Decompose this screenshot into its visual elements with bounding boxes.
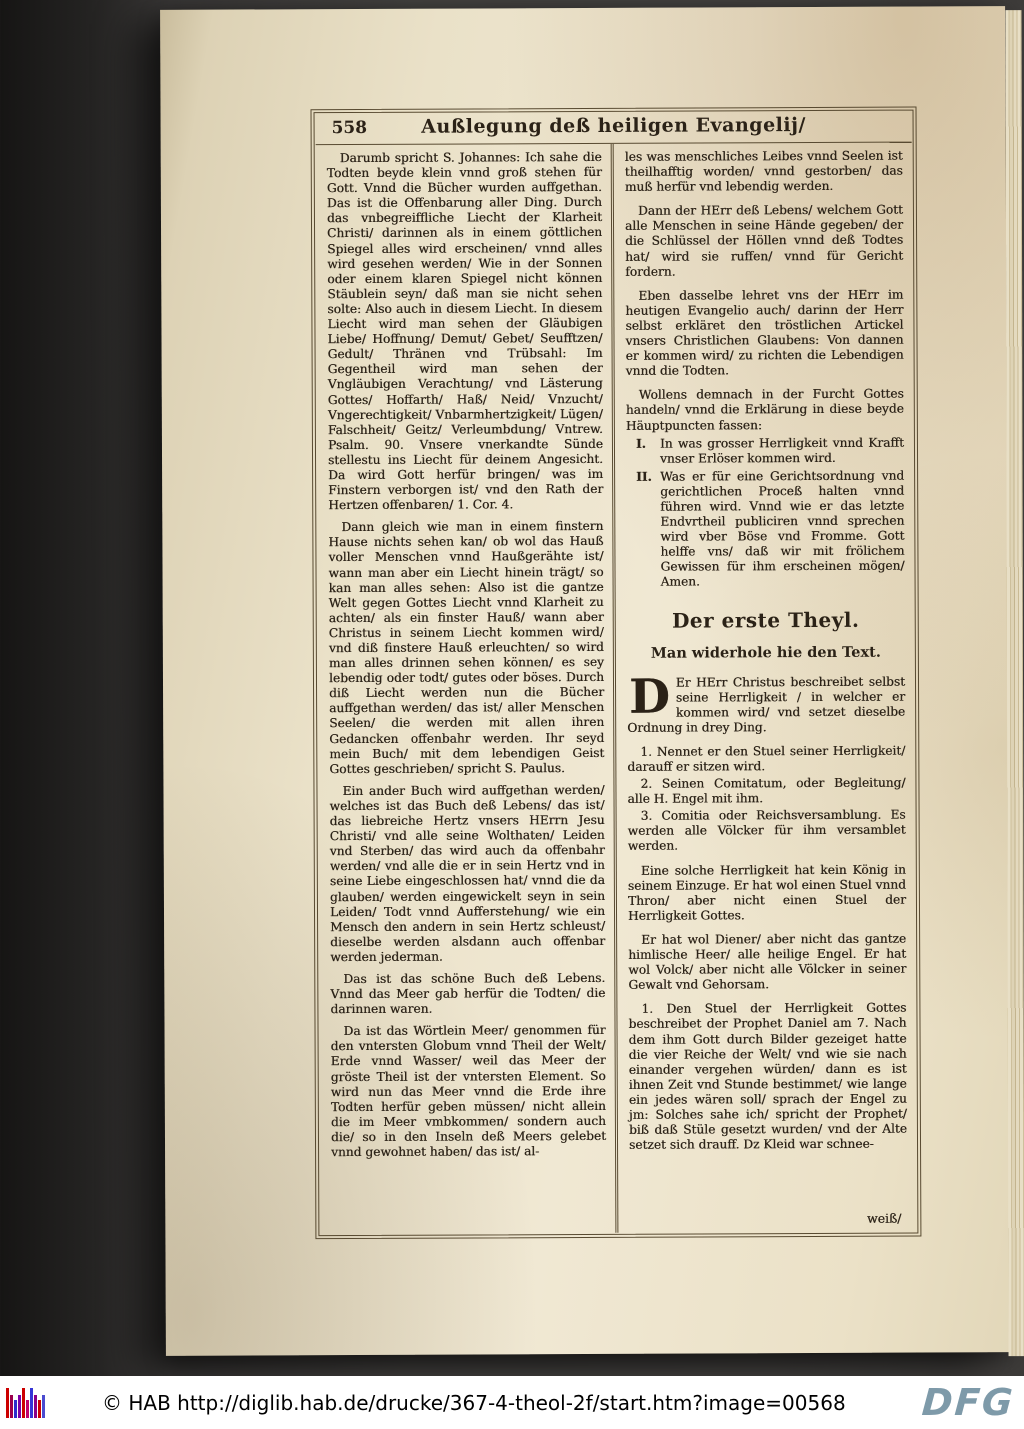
dropcap-paragraph: [627, 669, 906, 736]
column-left: [316, 144, 619, 1234]
paragraph: Ein ander Buch wird auffgethan werden/ welches ist das Buch deß Lebens/ das ist/ das liebreiche Hertz vnsers HErrn Jesu Christi/ vnd alle seine Wolthaten/ Leiden vnd Sterben/ das wird auch da offenbahr werden/ vnd alle die er in sein Hertz vnd in seine Liebe eingeschlossen hat/ vnnd die da glauben/ werden eingewickelt seyn in sein Leiden/ Todt vnnd Aufferstehung/ wie ein Mensch den andern in sein Hertz schleust/ dieselbe werden alsdann auch offenbar werden jederman.: [329, 782, 606, 964]
list-item: [626, 435, 904, 466]
numbered-item: 1. Nennet er den Stuel seiner Herrligkeit/ darauff er sitzen wird.: [627, 743, 906, 774]
paragraph-text: Er HErr Christus beschreibet selbst seine Herrligkeit / in welcher er kommen wird/ vnd setzet dieselbe Ordnung in drey Ding.: [627, 674, 906, 735]
list-item-text: Was er für eine Gerichtsordnung vnd gerichtlichen Proceß halten vnnd führen wird. Vnnd wie er das letzte Endvrtheil publiciren vnnd sprechen wird vber Böse vnd Fromme. Gott helffe vns/ daß wir mit frölichem Gewissen für ihm erscheinen mögen/ Amen.: [660, 468, 905, 590]
subsection-heading: Man widerhole hie den Text.: [650, 643, 881, 662]
text-columns: [316, 143, 917, 1235]
copyright-url-text: © HAB http://diglib.hab.de/drucke/367-4-theol-2f/start.htm?image=00568: [102, 1390, 846, 1415]
list-item-label: II.: [636, 469, 652, 484]
hab-color-barcode-logo: [6, 1388, 50, 1418]
paragraph: Das ist das schöne Buch deß Lebens. Vnnd das Meer gab herfür die Todten/ die darinnen waren.: [330, 970, 606, 1017]
paragraph: Eben dasselbe lehret vns der HErr im heutigen Evangelio auch/ darinn der Herr selbst erkläret den tröstlichen Artickel vnsers Christlichen Glaubens: Von dannen er kommen wird/ zu richten die Lebendigen vnnd die Todten.: [625, 287, 904, 379]
caption-bar: [0, 1376, 1024, 1429]
drop-cap-initial: D: [628, 669, 670, 725]
paragraph: Wollens demnach in der Furcht Gottes handeln/ vnnd die Erklärung in diese beyde Häuptpuncten fassen:: [625, 386, 904, 433]
book-page: [160, 6, 1011, 1356]
catchword: weiß/: [866, 1210, 902, 1226]
running-header: Außlegung deß heiligen Evangelij/: [421, 114, 806, 138]
list-item: [626, 468, 905, 590]
section-heading: Der erste Theyl.: [671, 607, 860, 633]
page-number: 558: [331, 117, 368, 139]
column-right: [614, 143, 917, 1233]
paragraph: les was menschliches Leibes vnnd Seelen ist theilhafftig worden/ vnnd gestorben/ das muß herfür vnd lebendig werden.: [624, 148, 903, 195]
page-stack-edge: [1005, 10, 1024, 1356]
text-frame: [311, 107, 922, 1240]
paragraph: Dann der HErr deß Lebens/ welchem Gott alle Menschen in seine Hände gegeben/ der die Schlüssel der Höllen vnnd deß Todtes hat/ wird sie ruffen/ vnnd für Gericht fordern.: [624, 202, 904, 279]
frame-inner: [316, 112, 917, 1235]
numbered-item: 3. Comitia oder Reichsversamblung. Es werden alle Völcker für ihm versamblet werden.: [627, 807, 906, 854]
paragraph: Er hat wol Diener/ aber nicht das gantze himlische Heer/ alle heilige Engel. Er hat wol Volck/ aber nicht alle Völcker in seiner Gewalt vnd Gehorsam.: [628, 931, 907, 993]
list-item-label: I.: [635, 436, 646, 451]
paragraph: Da ist das Wörtlein Meer/ genommen für den vntersten Globum vnnd Theil der Welt/ Erde vnnd Wasser/ weil das Meer der gröste Theil ist der vntersten Element. So wird nun das Meer vnnd die Erde ihre Todten herfür geben müssen/ nicht allein die im Meer vmbkommen/ sondern auch die/ so in den Inseln deß Meers gelebet vnnd gewohnet haben/ das ist/ al-: [330, 1023, 607, 1160]
numbered-item: 2. Seinen Comitatum, oder Begleitung/ alle H. Engel mit ihm.: [627, 775, 906, 807]
paragraph: Eine solche Herrligkeit hat kein König in seinem Einzuge. Er hat wol einen Stuel vnnd Thron/ aber nicht einen Stuel der Herrligkeit Gottes.: [627, 862, 906, 923]
paragraph: Dann gleich wie man in einem finstern Hause nichts sehen kan/ ob wol das Hauß voller Menschen vnnd Haußgerähte ist/ wann man aber ein Liecht hinein trägt/ so kan man alles sehen: Also ist die gantze Welt gegen Gottes Liecht vnnd Klarheit zu achten/ als ein finster Hauß/ wann aber Christus in seinem Liecht kommen wird/ vnd diß finstere Hauß erleuchten/ so wird man alles drinnen sehen können/ es sey lebendig oder todt/ gutes oder böses. Durch diß Liecht werden nun die Bücher auffgethan werden/ das ist/ aller Menschen Seelen/ die werden mit allen ihren Gedancken offenbahr werden. Ihr seyd mein Buch/ mit dem lebendigen Geist Gottes geschrieben/ spricht S. Paulus.: [328, 519, 605, 776]
page-header: [316, 112, 912, 146]
list-item-text: In was grosser Herrligkeit vnnd Krafft vnser Erlöser kommen wird.: [659, 435, 904, 466]
paragraph: Darumb spricht S. Johannes: Ich sahe die Todten beyde klein vnnd groß stehen für Gott. Vnnd die Bücher wurden auffgethan. Das ist die Offenbarung aller Ding. Durch das vnbegreiffliche Liecht der Klarheit Christi/ darinnen als in einem göttlichen Spiegel alles wird erscheinen/ vnnd alles wird gesehen werden/ Wie in der Sonnen oder einem klaren Spiegel nicht können Stäublein seyn/ daß man sie nicht sehen solte: Also auch in diesem Liecht. In diesem Liecht wird man sehen der Gläubigen Liebe/ Hoffnung/ Demut/ Gebet/ Seufftzen/ Gedult/ Thränen vnd Trübsahl: Im Gegentheil wird man sehen der Vngläubigen Verachtung/ vnd Lästerung Gottes/ Hoffarth/ Haß/ Neid/ Vnzucht/ Vngerechtigkeit/ Vnbarmhertzigkeit/ Lügen/ Falschheit/ Geitz/ Verleumbdung/ Vntrew. Psalm. 90. Vnsere vnerkandte Sünde stellestu ins Liecht für deinem Angesicht. Da wird Gott herfür bringen/ was im Finstern verborgen ist/ vnd den Rath der Hertzen offenbaren/ 1. Cor. 4.: [326, 149, 604, 513]
paragraph: 1. Den Stuel der Herrligkeit Gottes beschreibet der Prophet Daniel am 7. Nach dem ihm Gott durch Bilder gezeiget hatte die vier Reiche der Welt/ vnd wie sie nach einander vergehen würden/ dann es ist ihnen Zeit vnd Stunde bestimmet/ wie lange ein jedes wären soll/ sprach der Engel zu jm: Solches sahe ich/ spricht der Prophet/ biß daß Stüle gesetzt wurden/ vnd der Alte setzet sich drauff. Dz Kleid war schnee-: [628, 1000, 907, 1152]
dfg-logo: DFG: [920, 1381, 1016, 1424]
